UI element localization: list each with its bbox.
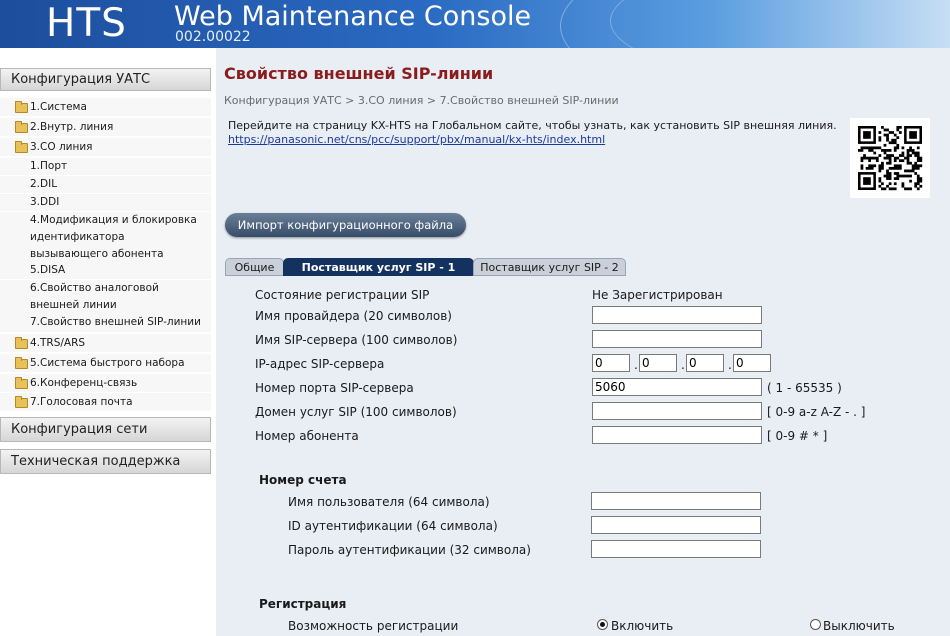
row-sip-server-name <box>216 330 950 350</box>
nav-item-label: 5.Система быстрого набора <box>30 357 185 369</box>
nav-item-label: 2.Внутр. линия <box>30 121 114 133</box>
reg-enable-off-radio[interactable] <box>810 619 821 630</box>
sip-server-name-label: Имя SIP-сервера (100 символов) <box>255 333 458 347</box>
nav-subitem-caller-id[interactable]: 4.Модификация и блокировка идентификатора вызывающего абонента <box>0 212 211 263</box>
nav-item-co-line[interactable] <box>0 138 211 157</box>
app-version: 002.00022 <box>175 29 251 45</box>
ip-octet-2-input[interactable] <box>639 354 677 372</box>
nav-subitem-analog-co[interactable]: 6.Свойство аналоговой внешней линии <box>0 280 211 314</box>
header-decoration <box>610 0 950 48</box>
ip-separator: . <box>681 358 685 372</box>
row-subscriber <box>216 426 950 446</box>
row-domain <box>216 402 950 422</box>
reg-status-value: Не Зарегистрирован <box>592 288 723 302</box>
sip-port-input[interactable] <box>592 378 762 396</box>
info-block <box>228 119 837 147</box>
nav-section-support[interactable]: Техническая поддержка <box>0 449 211 474</box>
folder-icon <box>15 103 28 113</box>
row-auth-id <box>216 516 950 536</box>
nav-item-label: 6.Конференц-связь <box>30 377 138 389</box>
brand-logo: HTS <box>46 1 127 46</box>
left-nav <box>0 48 216 636</box>
folder-icon <box>15 339 28 349</box>
subscriber-input[interactable] <box>592 426 762 444</box>
ip-octet-3-input[interactable] <box>686 354 724 372</box>
folder-icon <box>15 123 28 133</box>
info-text: Перейдите на страницу KX-HTS на Глобальном сайте, чтобы узнать, как установить SIP внешняя линия. <box>228 119 837 132</box>
nav-section-pbx-config[interactable]: Конфигурация УАТС <box>0 68 211 91</box>
auth-id-input[interactable] <box>591 516 761 534</box>
ip-octet-1-input[interactable] <box>592 354 630 372</box>
row-reg-enable <box>216 616 950 636</box>
nav-subitem-dil[interactable]: 2.DIL <box>0 176 211 193</box>
ip-separator: . <box>728 358 732 372</box>
folder-icon <box>15 359 28 369</box>
sip-server-ip-label: IP-адрес SIP-сервера <box>255 357 385 371</box>
nav-item-label: 3.CO линия <box>30 141 93 153</box>
reg-status-label: Состояние регистрации SIP <box>255 288 430 302</box>
nav-item-trs-ars[interactable] <box>0 334 211 353</box>
tab-sip-provider-2[interactable]: Поставщик услуг SIP - 2 <box>473 258 626 276</box>
page-title: Свойство внешней SIP-линии <box>224 64 494 83</box>
row-auth-password <box>216 540 950 560</box>
domain-input[interactable] <box>592 402 762 420</box>
main-content <box>216 48 950 636</box>
reg-enable-on-radio[interactable] <box>597 619 608 630</box>
nav-subitem-ddi[interactable]: 3.DDI <box>0 194 211 211</box>
import-config-button[interactable]: Импорт конфигурационного файла <box>225 213 466 237</box>
row-sip-server-ip <box>216 354 950 374</box>
qr-code-icon <box>850 118 930 198</box>
ip-separator: . <box>634 358 638 372</box>
domain-hint: [ 0-9 a-z A-Z - . ] <box>767 405 866 419</box>
app-title: Web Maintenance Console <box>174 1 532 32</box>
breadcrumb: Конфигурация УАТС > 3.CO линия > 7.Свойство внешней SIP-линии <box>224 94 619 107</box>
folder-icon <box>15 379 28 389</box>
subscriber-label: Номер абонента <box>255 429 359 443</box>
nav-subitem-port[interactable]: 1.Порт <box>0 158 211 175</box>
sip-port-label: Номер порта SIP-сервера <box>255 381 414 395</box>
auth-password-label: Пароль аутентификации (32 символа) <box>288 543 531 557</box>
domain-label: Домен услуг SIP (100 символов) <box>255 405 457 419</box>
manual-link[interactable]: https://panasonic.net/cns/pcc/support/pbx/manual/kx-hts/index.html <box>228 133 606 146</box>
reg-enable-label: Возможность регистрации <box>288 619 459 633</box>
nav-item-speed-dial[interactable] <box>0 354 211 373</box>
nav-subitem-sip-co[interactable]: 7.Свойство внешней SIP-линии <box>0 314 211 332</box>
subscriber-hint: [ 0-9 # * ] <box>767 429 828 443</box>
row-reg-status <box>216 285 950 305</box>
nav-item-extension[interactable] <box>0 118 211 137</box>
app-header <box>0 0 950 48</box>
nav-item-label: 1.Система <box>30 101 87 113</box>
reg-enable-off-label: Выключить <box>823 619 895 633</box>
provider-name-label: Имя провайдера (20 символов) <box>255 309 452 323</box>
provider-tabs <box>225 258 925 276</box>
sip-server-name-input[interactable] <box>592 330 762 348</box>
auth-id-label: ID аутентификации (64 символа) <box>288 519 498 533</box>
auth-password-input[interactable] <box>591 540 761 558</box>
provider-name-input[interactable] <box>592 306 762 324</box>
nav-item-voicemail[interactable] <box>0 393 211 412</box>
account-section-title: Номер счета <box>259 473 347 487</box>
nav-subitem-disa[interactable]: 5.DISA <box>0 262 211 279</box>
nav-item-conference[interactable] <box>0 374 211 393</box>
username-input[interactable] <box>591 492 761 510</box>
row-sip-port <box>216 378 950 398</box>
ip-octet-4-input[interactable] <box>733 354 771 372</box>
reg-enable-on-label: Включить <box>611 619 674 633</box>
nav-item-system[interactable] <box>0 98 211 117</box>
row-username <box>216 492 950 512</box>
row-provider-name <box>216 306 950 326</box>
nav-item-label: 7.Голосовая почта <box>30 396 133 408</box>
nav-item-label: 4.TRS/ARS <box>30 337 86 349</box>
tab-sip-provider-1[interactable]: Поставщик услуг SIP - 1 <box>283 258 474 276</box>
sip-port-hint: ( 1 - 65535 ) <box>767 381 842 395</box>
folder-open-icon <box>15 143 28 153</box>
nav-section-network-config[interactable]: Конфигурация сети <box>0 417 211 442</box>
username-label: Имя пользователя (64 символа) <box>288 495 490 509</box>
registration-section-title: Регистрация <box>259 597 347 611</box>
tab-general[interactable]: Общие <box>225 258 284 276</box>
folder-icon <box>15 398 28 408</box>
